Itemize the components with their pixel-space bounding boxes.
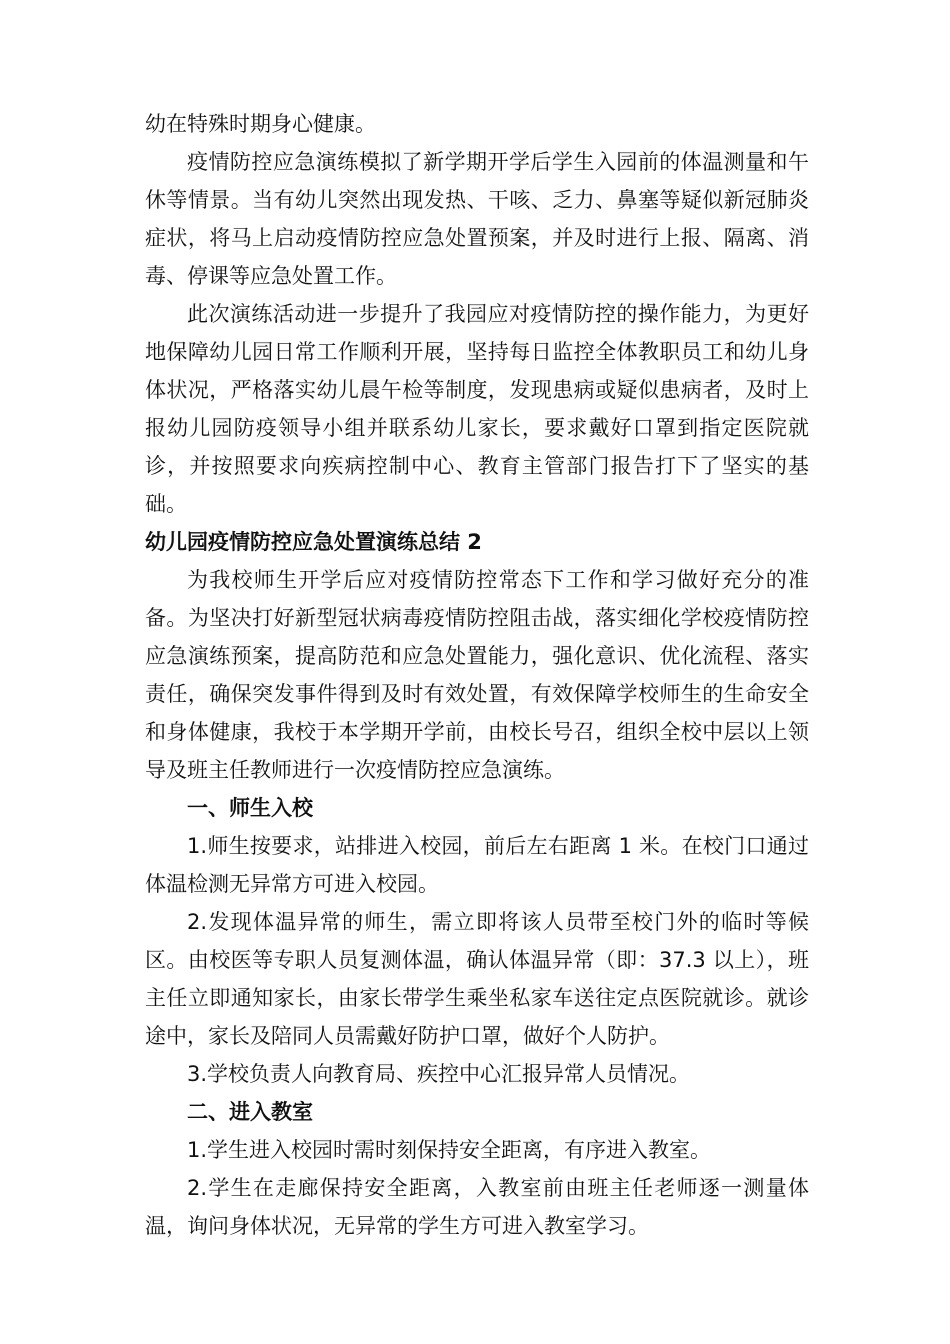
section-title: 幼儿园疫情防控应急处置演练总结 2: [145, 530, 482, 554]
item-entering-classroom-2: 2.学生在走廊保持安全距离，入教室前由班主任老师逐一测量体温，询问身体状况，无异常的学生方可进入教室学习。: [145, 1176, 809, 1238]
item-entering-classroom-1: 1.学生进入校园时需时刻保持安全距离，有序进入教室。: [187, 1138, 712, 1162]
subheading-entering-classroom: 二、进入教室: [187, 1100, 313, 1124]
subheading-entering-school: 一、师生入校: [187, 796, 313, 820]
paragraph-drill-simulation: 疫情防控应急演练模拟了新学期开学后学生入园前的体温测量和午休等情景。当有幼儿突然出现发热、干咳、乏力、鼻塞等疑似新冠肺炎症状，将马上启动疫情防控应急处置预案，并及时进行上报、隔离、消毒、停课等应急处置工作。: [145, 150, 809, 288]
item-entering-school-2: 2.发现体温异常的师生，需立即将该人员带至校门外的临时等候区。由校医等专职人员复测体温，确认体温异常（即：37.3 以上），班主任立即通知家长，由家长带学生乘坐私家车送往定点医院就诊。就诊途中，家长及陪同人员需戴好防护口罩，做好个人防护。: [145, 910, 809, 1048]
item-entering-school-1: 1.师生按要求，站排进入校园，前后左右距离 1 米。在校门口通过体温检测无异常方可进入校园。: [145, 834, 809, 896]
paragraph-drill-outcome: 此次演练活动进一步提升了我园应对疫情防控的操作能力，为更好地保障幼儿园日常工作顺利开展，坚持每日监控全体教职员工和幼儿身体状况，严格落实幼儿晨午检等制度，发现患病或疑似患病者，及时上报幼儿园防疫领导小组并联系幼儿家长，要求戴好口罩到指定医院就诊，并按照要求向疾病控制中心、教育主管部门报告打下了坚实的基础。: [145, 302, 809, 516]
paragraph-continuation: 幼在特殊时期身心健康。: [145, 112, 376, 136]
item-entering-school-3: 3.学校负责人向教育局、疾控中心汇报异常人员情况。: [187, 1062, 691, 1086]
paragraph-intro: 为我校师生开学后应对疫情防控常态下工作和学习做好充分的准备。为坚决打好新型冠状病毒疫情防控阻击战，落实细化学校疫情防控应急演练预案，提高防范和应急处置能力，强化意识、优化流程、落实责任，确保突发事件得到及时有效处置，有效保障学校师生的生命安全和身体健康，我校于本学期开学前，由校长号召，组织全校中层以上领导及班主任教师进行一次疫情防控应急演练。: [145, 568, 809, 782]
document-page: [145, 105, 809, 1245]
